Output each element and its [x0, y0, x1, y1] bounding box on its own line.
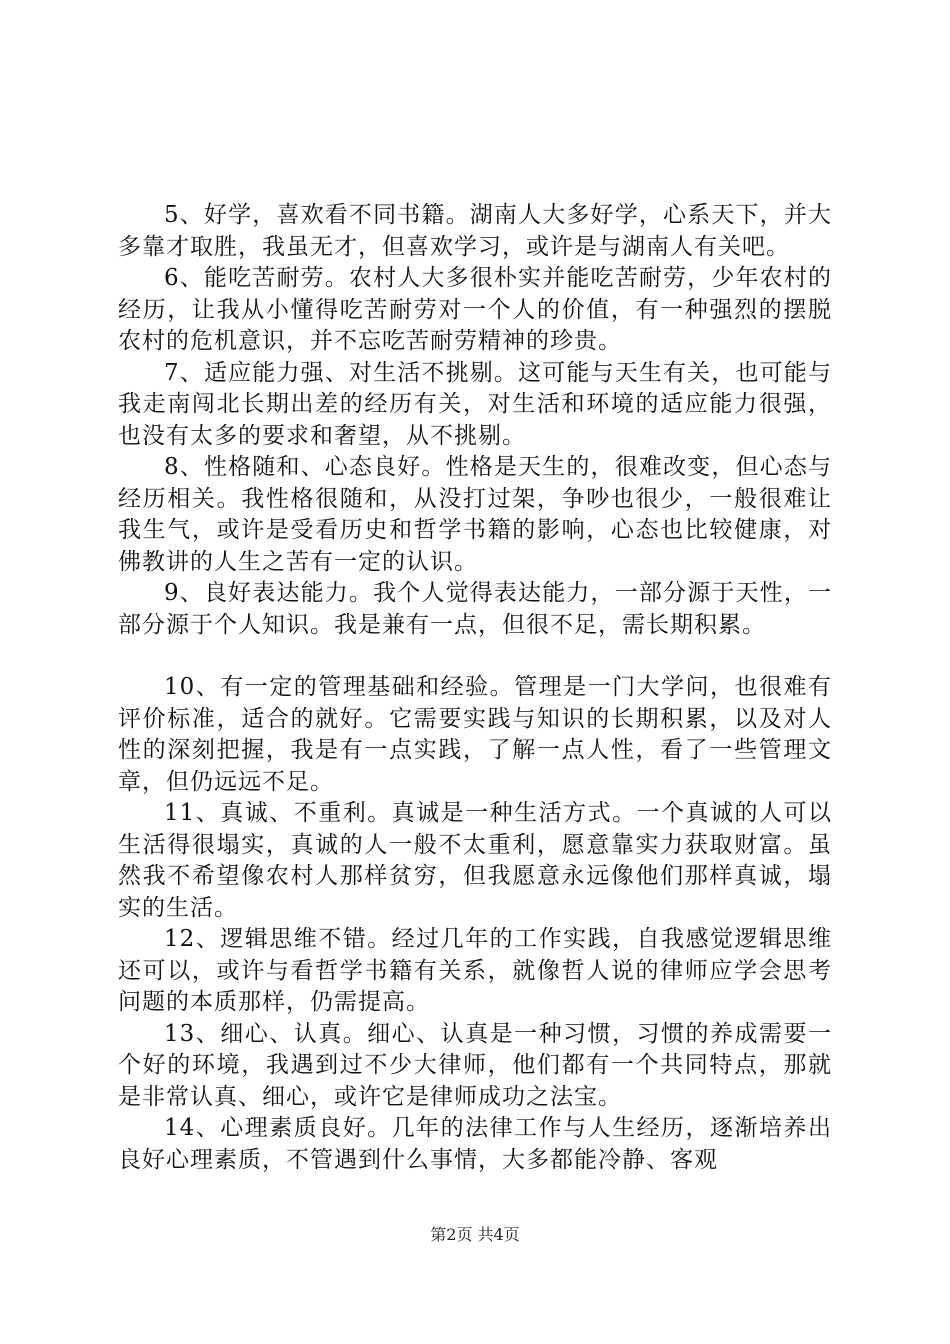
paragraph-item-14: 14、心理素质良好。几年的法律工作与人生经历，逐渐培养出良好心理素质，不管遇到什么事情，大多都能冷静、客观: [118, 1115, 832, 1173]
paragraph-item-12: 12、逻辑思维不错。经过几年的工作实践，自我感觉逻辑思维还可以，或许与看哲学书籍有关系，就像哲人说的律师应学会思考问题的本质那样，仍需提高。: [118, 926, 832, 1015]
paragraph-item-10: 10、有一定的管理基础和经验。管理是一门大学问，也很难有评价标准，适合的就好。它需要实践与知识的长期积累，以及对人性的深刻把握，我是有一点实践，了解一点人性，看了一些管理文章，但仍远远不足。: [118, 674, 832, 795]
paragraph-item-7: 7、适应能力强、对生活不挑剔。这可能与天生有关，也可能与我走南闯北长期出差的经历有关，对生活和环境的适应能力很强，也没有太多的要求和奢望，从不挑剔。: [118, 359, 832, 449]
page-number-footer: 第2页 共4页: [430, 1225, 520, 1244]
paragraph-item-11: 11、真诚、不重利。真诚是一种生活方式。一个真诚的人可以生活得很塌实，真诚的人一般不太重利，愿意靠实力获取财富。虽然我不希望像农村人那样贫穷，但我愿意永远像他们那样真诚，塌实的生活。: [118, 800, 832, 921]
paragraph-item-13: 13、细心、认真。细心、认真是一种习惯，习惯的养成需要一个好的环境，我遇到过不少大律师，他们都有一个共同特点，那就是非常认真、细心，或许它是律师成功之法宝。: [118, 1020, 832, 1110]
paragraph-item-9: 9、良好表达能力。我个人觉得表达能力，一部分源于天性，一部分源于个人知识。我是兼有一点，但很不足，需长期积累。: [118, 580, 832, 638]
paragraph-item-8: 8、性格随和、心态良好。性格是天生的，很难改变，但心态与经历相关。我性格很随和，从没打过架，争吵也很少，一般很难让我生气，或许是受看历史和哲学书籍的影响，心态也比较健康，对佛教讲的人生之苦有一定的认识。: [118, 454, 832, 575]
document-body: [118, 200, 832, 1176]
paragraph-item-6: 6、能吃苦耐劳。农村人大多很朴实并能吃苦耐劳，少年农村的经历，让我从小懂得吃苦耐劳对一个人的价值，有一种强烈的摆脱农村的危机意识，并不忘吃苦耐劳精神的珍贵。: [118, 265, 832, 354]
paragraph-item-5: 5、好学，喜欢看不同书籍。湖南人大多好学，心系天下，并大多靠才取胜，我虽无才，但喜欢学习，或许是与湖南人有关吧。: [118, 202, 832, 260]
